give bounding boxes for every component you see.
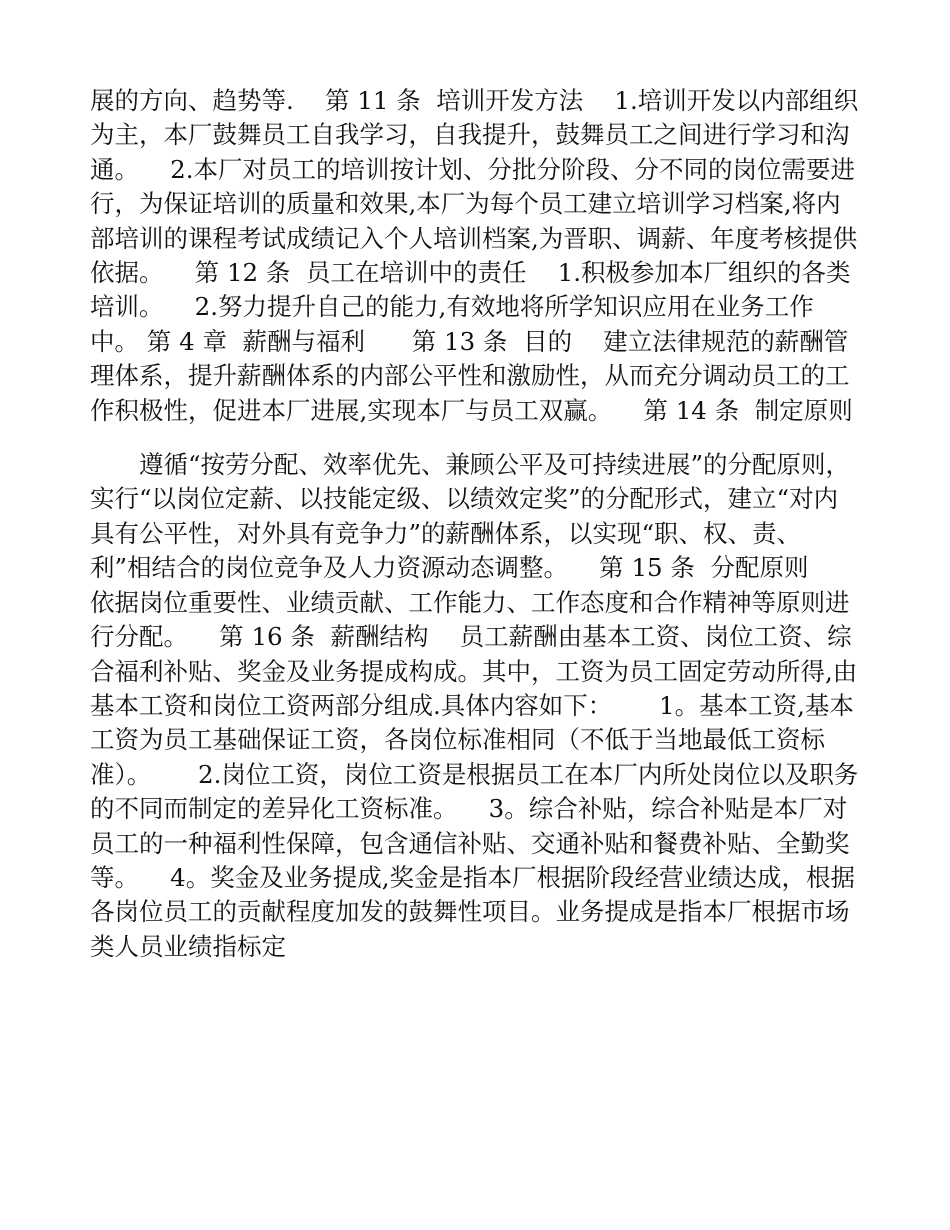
document-paragraph: 展的方向、趋势等. 第 11 条 培训开发方法 1.培训开发以内部组织为主，本厂鼓舞员工自我学习，自我提升，鼓舞员工之间进行学习和沟通。 2.本厂对员工的培训按计划、分批分阶段、分不同的岗位需要进行，为保证培训的质量和效果,本厂为每个员工建立培训学习档案,将内部培训的课程考试成绩记入个人培训档案,为晋职、调薪、年度考核提供依据。 第 12 条 员工在培训中的责任 1.积极参加本厂组织的各类培训。 2.努力提升自己的能力,有效地将所学知识应用在业务工作中。 第 4 章 薪酬与福利 第 13 条 目的 建立法律规范的薪酬管理体系，提升薪酬体系的内部公平性和激励性，从而充分调动员工的工作积极性，促进本厂进展,实现本厂与员工双赢。 第 14 条 制定原则 [90, 86, 859, 425]
document-page [90, 84, 862, 964]
document-paragraph: 遵循“按劳分配、效率优先、兼顾公平及可持续进展”的分配原则，实行“以岗位定薪、以技能定级、以绩效定奖”的分配形式，建立“对内具有公平性，对外具有竞争力”的薪酬体系，以实现“职、权、责、利”相结合的岗位竞争及人力资源动态调整。 第 15 条 分配原则 依据岗位重要性、业绩贡献、工作能力、工作态度和合作精神等原则进行分配。 第 16 条 薪酬结构 员工薪酬由基本工资、岗位工资、综合福利补贴、奖金及业务提成构成。其中，工资为员工固定劳动所得,由基本工资和岗位工资两部分组成.具体内容如下： 1。基本工资,基本工资为员工基础保证工资，各岗位标准相同（不低于当地最低工资标准）。 2.岗位工资，岗位工资是根据员工在本厂内所处岗位以及职务的不同而制定的差异化工资标准。 3。综合补贴，综合补贴是本厂对员工的一种福利性保障，包含通信补贴、交通补贴和餐费补贴、全勤奖等。 4。奖金及业务提成,奖金是指本厂根据阶段经营业绩达成，根据各岗位员工的贡献程度加发的鼓舞性项目。业务提成是指本厂根据市场类人员业绩指标定 [90, 450, 859, 961]
